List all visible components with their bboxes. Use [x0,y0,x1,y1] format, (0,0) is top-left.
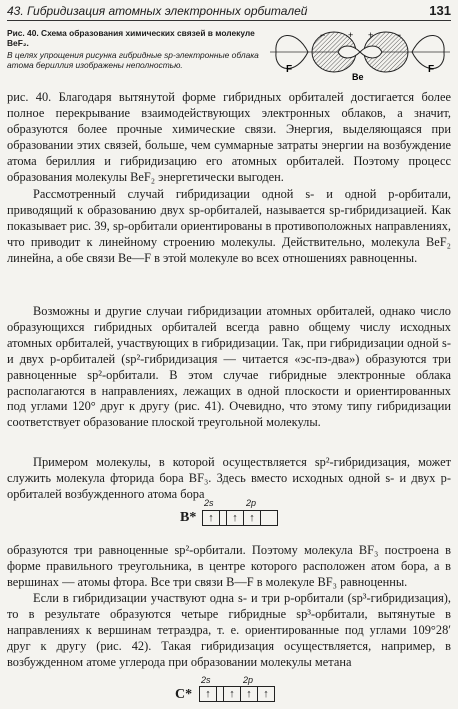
caption-title: Рис. 40. Схема образования химических связей в молекуле BeF₂. [7,28,255,49]
paragraph-text: Если в гибридизации участвуют одна s- и три p-орбитали (sp³-гибридизация), то в результате образуются четыре гибридные sp³-орбитали, вытянутые в направлениях к вершинам тетраэдра, т. е. ориентированные под углами 109°28′ друг к другу (рис. 42). Такая гибридизация осуществляется, например, в возбужденном атоме углерода при образовании молекулы метана [7,591,451,669]
paragraph-1 [7,90,451,185]
boron-orbital-diagram [180,496,290,536]
section-title: 43. Гибридизация атомных электронных орбиталей [7,4,308,18]
carbon-orbital-diagram [175,677,285,707]
carbon-2p-cell: ↑ [263,688,269,700]
carbon-2p-label: 2p [243,675,254,685]
carbon-2p-cell: ↑ [224,687,241,701]
label-f-right: F [428,64,435,75]
carbon-2p-cell: ↑ [241,687,258,701]
paragraph-text: Возможны и другие случаи гибридизации атомных орбиталей, однако число образующихся гибридных орбиталей всегда равно общему числу исходных атомных орбиталей, участвующих в гибридизации. Так, при гибридизации одной s- и двух p-орбиталей (sp²-гибридизация — читается «эс-пэ-два») образуются три равноценные sp²-орбитали. В этом случае гибридные электронные облака располагаются в направлениях, лежащих в одной плоскости и ориентированных под углами 120° друг к другу (рис. 41). Очевидно, что этому типу гибридизации соответствует образование плоской треугольной молекулы. [7,304,451,430]
carbon-2s-cell: ↑ [200,687,217,701]
be-hybrid-lobe-left [338,46,360,58]
label-f-left: F [286,64,293,75]
boron-2p-cell: ↑ [227,511,244,525]
carbon-atom-symbol: C* [175,687,193,702]
boron-2p-cell [261,511,277,525]
paragraph-5 [7,543,451,591]
boron-cells [202,510,278,526]
paragraph-2 [7,187,451,267]
paragraph-text: Рассмотренный случай гибридизации одной s- и одной p-орбитали, приводящий к образованию двух sp-орбиталей, называется sp-гибридизацией. Как показывает рис. 39, sp-орбитали ориентированы в противоположных направлениях, что приводит к линейному строению молекулы. Действительно, молекула BeF₂ линейна, а обе связи Be—F в этой молекуле во всех отношениях равноценны. [7,187,451,265]
page-header [7,4,451,21]
paragraph-text: рис. 40. Благодаря вытянутой форме гибридных орбиталей достигается более полное перекрывание взаимодействующих электронных облаков, а значит, образуются более прочные химические связи. Энергия, выделяющаяся при образовании этих связей, больше, чем суммарные затраты энергии на возбуждение атома бериллия и гибридизацию его атомных орбиталей. Поэтому процесс образования молекулы BeF₂ энергетически выгоден. [7,90,451,184]
page-number: 131 [429,3,451,18]
carbon-2s-label: 2s [201,675,211,685]
sign-minus-right: − [396,30,402,40]
bef2-orbital-figure [268,22,452,86]
sign-plus-left: + [348,30,354,40]
paragraph-3 [7,304,451,431]
carbon-cells [199,686,275,702]
boron-2s-cell: ↑ [203,511,220,525]
boron-2p-label: 2p [246,498,257,508]
boron-2s-label: 2s [204,498,214,508]
cell-divider [220,511,227,525]
label-be: Be [352,72,364,82]
be-hybrid-lobe-right [360,46,382,58]
paragraph-6 [7,591,451,671]
caption-note: В целях упрощения рисунка гибридные sp-электронные облака атома бериллия изображены неполностью. [7,49,259,71]
paragraph-text: образуются три равноценные sp²-орбитали. Поэтому молекула BF₃ построена в форме правильного треугольника, в центре которого расположен атом бора, а в вершинах — атомы фтора. Все три связи B—F в молекуле BF₃ равноценны. [7,543,451,589]
figure-caption [7,28,263,71]
paragraph-text: Примером молекулы, в которой осуществляется sp²-гибридизация, может служить молекула фторида бора BF₃. Здесь вместо исходных одной s- и двух p-орбиталей возбужденного атома бора [7,455,451,501]
sign-minus-left: − [320,30,326,40]
sign-plus-right: + [368,30,374,40]
cell-divider [217,687,224,701]
boron-atom-symbol: B* [180,510,197,525]
boron-2p-cell: ↑ [244,511,261,525]
